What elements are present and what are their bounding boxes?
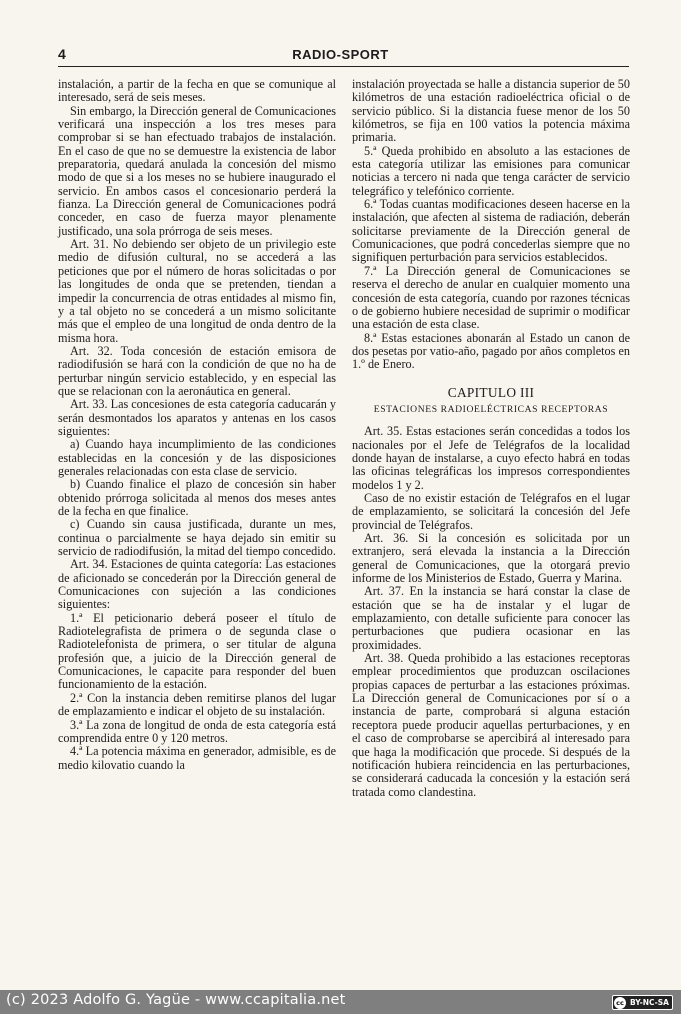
clause-a: a) Cuando haya incumplimiento de las condiciones establecidas en la concesión y de las disposiciones generales relacionadas con esta clase de servicio. [58,437,336,478]
article-35: Art. 35. Estas estaciones serán concedidas a todos los nacionales por el Jefe de Telégrafos de la localidad donde hayan de instalarse, a cuyo efecto habrá en todas las oficinas telegráficas los impresos correspondientes modelos 1 y 2. [352,424,630,492]
condition-6: 6.ª Todas cuantas modificaciones deseen hacerse en la instalación, que afecten al sistema de radiación, deberán solicitarse previamente de la Dirección general de Comunicaciones, que podrá concederlas siempre que no signifiquen perturbación para servicios establecidos. [352,197,630,265]
right-column [352,78,630,799]
copyright-bar [0,990,681,1014]
chapter-title: CAPITULO III [447,384,535,400]
header-rule [58,66,629,67]
condition-2: 2.ª Con la instancia deben remitirse planos del lugar de emplazamiento e indicar el objeto de su instalación. [58,690,336,719]
paragraph: instalación, a partir de la fecha en que se comunique al interesado, será de seis meses. [58,77,336,105]
page-number: 4 [58,46,66,62]
condition-8: 8.ª Estas estaciones abonarán al Estado un canon de dos pesetas por vatio-año, pagado por años completos en 1.º de Enero. [352,330,630,372]
clause-c: c) Cuando sin causa justificada, durante un mes, continua o parcialmente se haya dejado sin emitir su servicio de radiodifusión, la mitad del tiempo concedido. [58,517,336,559]
running-title: RADIO-SPORT [292,47,389,62]
chapter-subtitle: ESTACIONES RADIOELÉCTRICAS RECEPTORAS [373,403,609,415]
article-38: Art. 38. Queda prohibido a las estaciones receptoras emplear procedimientos que produzcan oscilaciones propias capaces de perturbar a las estaciones próximas. La Dirección general de Comunicaciones por sí o a instancia de parte, comprobará si alguna estación receptora puede producir aquellas perturbaciones, y en el caso de comprobarse se apercibirá al interesado para que haga la modificación que procede. Si después de la notificación hubiera reincidencia en las perturbaciones, se considerará caducada la concesión y la estación será tratada como clandestina. [352,651,630,799]
condition-7: 7.ª La Dirección general de Comunicaciones se reserva el derecho de anular en cualquier momento una concesión de esta categoría, cuando por razones técnicas o de gobierno hubiere necesidad de suprimir o modificar una estación de esta clase. [352,263,630,332]
paragraph: Caso de no existir estación de Telégrafos en el lugar de emplazamiento, se solicitará la concesión del Jefe provincial de Telégrafos. [352,490,630,532]
article-31: Art. 31. No debiendo ser objeto de un privilegio este medio de difusión cultural, no se accederá a las peticiones que por el número de horas solicitadas o por las longitudes de onda que se pretenden, tiendan a impedir la concurrencia de otras entidades al mismo fin, y a tal objeto no se concederá a un mismo solicitante más que el empleo de una longitud de onda dentro de la misma hora. [58,237,336,345]
article-37: Art. 37. En la instancia se hará constar la clase de estación que se ha de instalar y el lugar de emplazamiento, con detalle suficiente para conocer las perturbaciones que pudiera ocasionar en las proximidades. [352,584,630,652]
article-33: Art. 33. Las concesiones de esta categoría caducarán y serán desmontados los aparatos y antenas en los casos siguientes: [58,397,336,438]
license-label: BY-NC-SA [629,998,669,1007]
condition-5: 5.ª Queda prohibido en absoluto a las estaciones de esta categoría utilizar las emisiones para comunicar noticias a tercero ni nada que tenga carácter de servicio telegráfico y telefónico corriente. [352,143,630,198]
creative-commons-badge [612,995,673,1010]
condition-4: 4.ª La potencia máxima en generador, admisible, es de medio kilovatio cuando la [58,744,336,772]
article-34: Art. 34. Estaciones de quinta categoría: Las estaciones de aficionado se concederán por la Dirección general de Comunicaciones con sujeción a las condiciones siguientes: [58,557,336,612]
paragraph: instalación proyectada se halle a distancia superior de 50 kilómetros de una estación radioeléctrica oficial o de servicio público. Si la distancia fuese menor de los 50 kilómetros, se fija en 100 vatios la potencia máxima primaria. [352,77,630,145]
left-column [58,78,336,772]
article-36: Art. 36. Si la concesión es solicitada por un extranjero, será elevada la instancia a la Dirección general de Comunicaciones, que la otorgará previo informe de los Ministerios de Estado, Guerra y Marina. [352,531,630,586]
article-32: Art. 32. Toda concesión de estación emisora de radiodifusión se hará con la condición de que no ha de perturbar ningún servicio establecido, y en especial las que se relacionan con la aeronáutica en general. [58,343,336,398]
condition-1: 1.ª El peticionario deberá poseer el título de Radiotelegrafista de primera o de segunda clase o Radiotelefonista de primera, o ser titular de alguna profesión que, a juicio de la Dirección general de Comunicaciones, le capacite para responder del buen funcionamiento de la estación. [58,610,336,692]
copyright-text: (c) 2023 Adolfo G. Yagüe - www.ccapitalia.net [6,992,346,1008]
clause-b: b) Cuando finalice el plazo de concesión sin haber obtenido prórroga solicitada al menos dos meses antes de la fecha en que finalice. [58,477,336,518]
condition-3: 3.ª La zona de longitud de onda de esta categoría está comprendida entre 0 y 120 metros. [58,717,336,745]
creative-commons-icon: cc [614,997,626,1009]
paragraph: Sin embargo, la Dirección general de Comunicaciones verificará una inspección a los tres meses para comprobar si se han efectuado trabajos de instalación. En el caso de que no se demuestre la existencia de labor preparatoria, quedará anulada la concesión del mismo modo de que si a los meses no se hubiere inaugurado el servicio. En ambos casos el concesionario perderá la fianza. La Dirección general de Comunicaciones podrá conceder, en caso de fuerza mayor plenamente justificado, una sola prórroga de seis meses. [58,103,336,238]
